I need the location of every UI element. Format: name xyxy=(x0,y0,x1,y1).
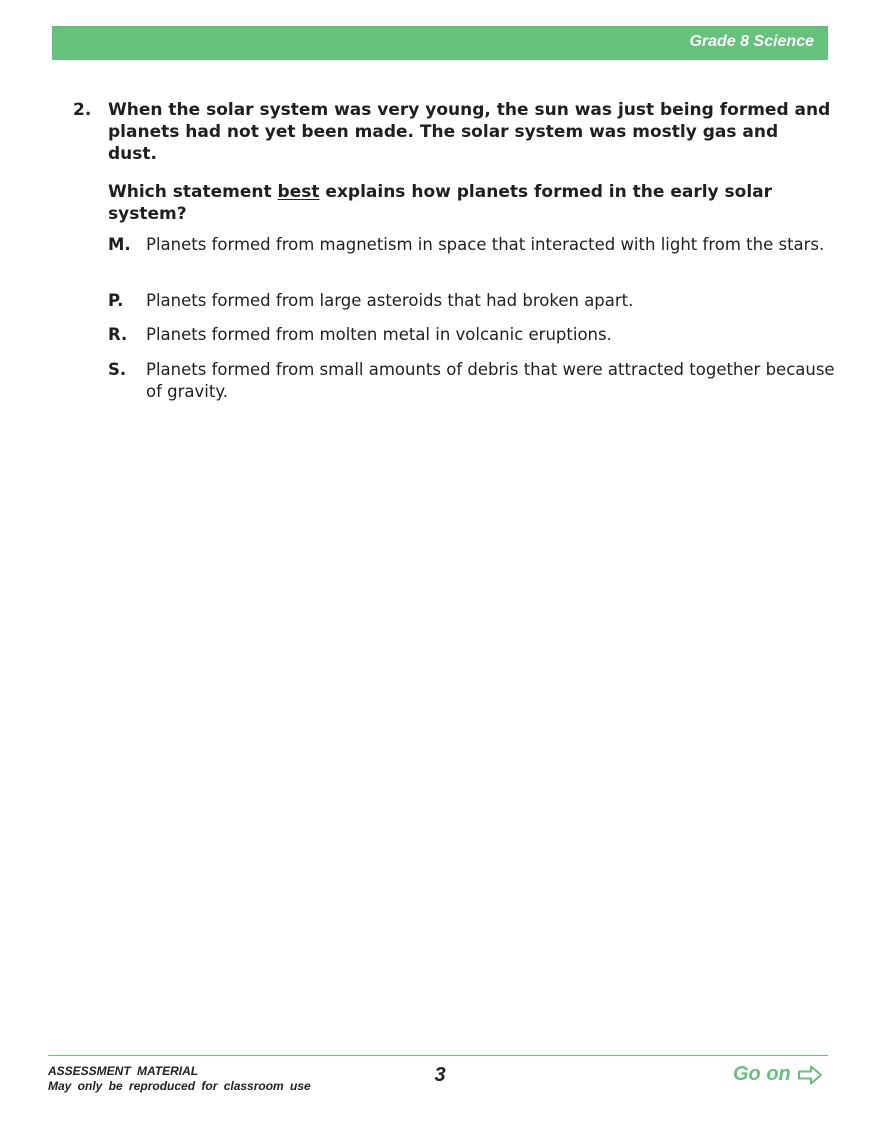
prompt-text-before: Which statement xyxy=(108,182,278,202)
go-on-label: Go on xyxy=(733,1063,791,1085)
prompt-emphasis: best xyxy=(277,182,320,202)
page-number: 3 xyxy=(434,1064,446,1086)
choice-letter: S. xyxy=(108,360,127,379)
choice-text: Planets formed from small amounts of debris that were attracted together because of gravity. xyxy=(146,360,835,401)
right-arrow-outline-icon xyxy=(797,1064,823,1086)
header-title: Grade 8 Science xyxy=(689,33,814,50)
choice-letter: R. xyxy=(108,325,128,344)
header-bar xyxy=(52,26,828,60)
footer-notice xyxy=(48,1064,311,1094)
choice-letter: M. xyxy=(108,235,131,254)
footer-divider xyxy=(48,1055,828,1056)
footer-notice-line1: ASSESSMENT MATERIAL xyxy=(48,1064,199,1078)
choice-text: Planets formed from molten metal in volcanic eruptions. xyxy=(146,325,612,344)
choice-text: Planets formed from magnetism in space that interacted with light from the stars. xyxy=(146,235,825,254)
prompt-text-after: explains how planets formed in the early solar system? xyxy=(108,182,773,224)
question-stem: When the solar system was very young, the sun was just being formed and planets had not yet been made. The solar system was mostly gas and dust. xyxy=(108,100,831,164)
question-prompt xyxy=(108,181,833,225)
choice-text: Planets formed from large asteroids that had broken apart. xyxy=(146,291,634,310)
footer-notice-line2: May only be reproduced for classroom use xyxy=(48,1079,311,1093)
go-on-link[interactable] xyxy=(733,1063,823,1086)
question-number: 2. xyxy=(73,100,92,120)
choice-letter: P. xyxy=(108,291,124,310)
